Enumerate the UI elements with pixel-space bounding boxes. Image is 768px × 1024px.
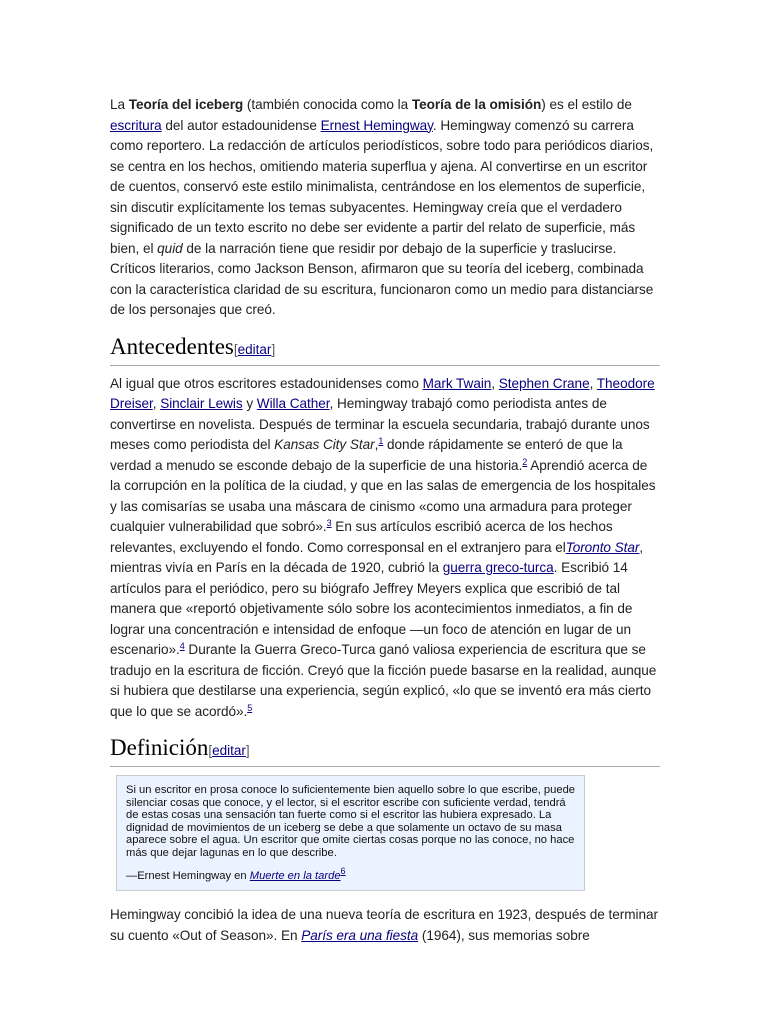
body-text: , Hemingway trabajó como periodista antes de convertirse en novelista. Después de terminar la escuela secundaria, trabajó durante unos meses como periodista del	[110, 396, 650, 452]
body-text: ,	[491, 375, 499, 391]
term-teoria-omision: Teoría de la omisión	[411, 97, 542, 112]
section-heading-definicion	[110, 734, 660, 767]
link-theodore-dreiser[interactable]: Theodore Dreiser	[110, 375, 655, 411]
edit-link[interactable]: editar	[237, 341, 272, 357]
intro-paragraph	[110, 95, 660, 321]
edit-section-link: [editar]	[208, 743, 250, 758]
body-text: (1964), sus memorias sobre	[418, 927, 590, 943]
body-text: En sus artículos escribió acerca de los hechos relevantes, excluyendo el fondo. Como corresponsal en el extranjero para el	[110, 519, 613, 555]
link-willa-cather[interactable]: Willa Cather	[256, 396, 330, 411]
reference-1[interactable]: 1	[378, 436, 384, 446]
reference-3[interactable]: 3	[326, 518, 332, 528]
heading-title: Antecedentes	[110, 333, 234, 359]
intro-text: (también conocida como la	[243, 97, 412, 112]
reference-2[interactable]: 2	[522, 456, 528, 467]
body-text: ,	[374, 437, 379, 452]
reference-4[interactable]: 4	[179, 641, 185, 651]
body-text: ,	[152, 396, 161, 411]
link-stephen-crane[interactable]: Stephen Crane	[498, 375, 590, 391]
intro-text: ) es el estilo de	[541, 97, 632, 112]
body-text: . Escribió 14 artículos para el periódico, pero su biógrafo Jeffrey Meyers explica que escribió de tal manera que «reportó objetivamente sólo sobre los acontecimientos inmediatos, a fin de lograr una concentración e intensidad de enfoque —un foco de atención en lugar de un escenario».	[110, 560, 633, 657]
body-text: Al igual que otros escritores estadounidenses como	[110, 375, 423, 391]
reference-5[interactable]: 5	[247, 702, 253, 713]
link-toronto-star[interactable]: Toronto Star	[565, 539, 640, 555]
antecedentes-paragraph	[110, 374, 660, 723]
blockquote	[116, 775, 585, 891]
body-text: Durante la Guerra Greco-Turca ganó valiosa experiencia de escritura que se tradujo en la escritura de ficción. Creyó que la ficción puede basarse en la realidad, aunque si hubiera que destilarse una experiencia, según explicó, «lo que se inventó era más cierto que lo que se acordó».	[110, 642, 657, 719]
body-text: Hemingway concibió la idea de una nueva teoría de escritura en 1923, después de terminar su cuento «Out of Season». En	[110, 907, 658, 943]
link-sinclair-lewis[interactable]: Sinclair Lewis	[160, 396, 243, 411]
intro-text: . Hemingway comenzó su carrera como reportero. La redacción de artículos periodísticos, sobre todo para periódicos diarios, se centra en los hechos, omitiendo materia superflua y ajena. Al convertirse en un escritor de cuentos, conservó este estilo minimalista, centrándose en los elementos de superficie, sin discutir explícitamente los temas subyacentes. Hemingway creía que el verdadero significado de un texto escrito no debe ser evidente a partir del relato de superficie, más bien, el	[110, 117, 654, 256]
article-content	[110, 95, 660, 956]
body-text: ,	[589, 375, 597, 391]
link-mark-twain[interactable]: Mark Twain	[422, 375, 492, 391]
body-text: donde rápidamente se enteró de que la verdad a menudo se esconde debajo de la superficie de una historia.	[110, 437, 623, 473]
link-escritura[interactable]: escritura	[110, 117, 162, 133]
newspaper-name: Kansas City Star	[274, 437, 375, 452]
definicion-paragraph	[110, 905, 660, 946]
body-text: , mientras vivía en París en la década de 1920, cubrió la	[110, 539, 644, 575]
term-teoria-iceberg: Teoría del iceberg	[128, 97, 244, 112]
edit-section-link: [editar]	[233, 341, 276, 357]
link-guerra-greco-turca[interactable]: guerra greco-turca	[442, 560, 554, 575]
reference-6[interactable]: 6	[340, 865, 346, 876]
body-text: y	[242, 396, 257, 411]
link-paris-era-una-fiesta[interactable]: París era una fiesta	[301, 927, 419, 943]
quote-text: Si un escritor en prosa conoce lo suficientemente bien aquello sobre lo que escribe, puede silenciar cosas que conoce, y el lector, si el escritor escribe con suficiente verdad, tendrá de estas cosas una sensación tan fuerte como si el escritor las hubiera expresado. La dignidad de movimientos de un iceberg se debe a que solamente un octavo de su masa aparece sobre el agua. Un escritor que omite ciertas cosas porque no las conoce, no hace más que dejar lagunas en lo que describe.	[126, 784, 576, 859]
edit-link[interactable]: editar	[212, 743, 246, 758]
body-text: Aprendió acerca de la corrupción en la política de la ciudad, y que en las salas de emergencia de los hospitales y las comisarías se usaba una máscara de cinismo «como una armadura para proteger cualquier vulnerabilidad que sobró».	[110, 457, 656, 534]
intro-text: del autor estadounidense	[161, 117, 321, 133]
term-quid: quid	[157, 240, 183, 256]
link-muerte-en-la-tarde[interactable]: Muerte en la tarde	[249, 869, 341, 882]
citation-author: —Ernest Hemingway en	[126, 869, 250, 882]
quote-citation	[126, 865, 576, 883]
section-heading-antecedentes	[110, 333, 660, 366]
heading-title: Definición	[110, 735, 209, 760]
intro-text: La	[110, 97, 129, 112]
intro-text: de la narración tiene que residir por debajo de la superficie y traslucirse. Críticos literarios, como Jackson Benson, afirmaron que su teoría del iceberg, combinada con la característica claridad de su escritura, funcionaron como un medio para distanciarse de los personajes que creó.	[110, 240, 654, 317]
link-ernest-hemingway[interactable]: Ernest Hemingway	[320, 117, 433, 133]
